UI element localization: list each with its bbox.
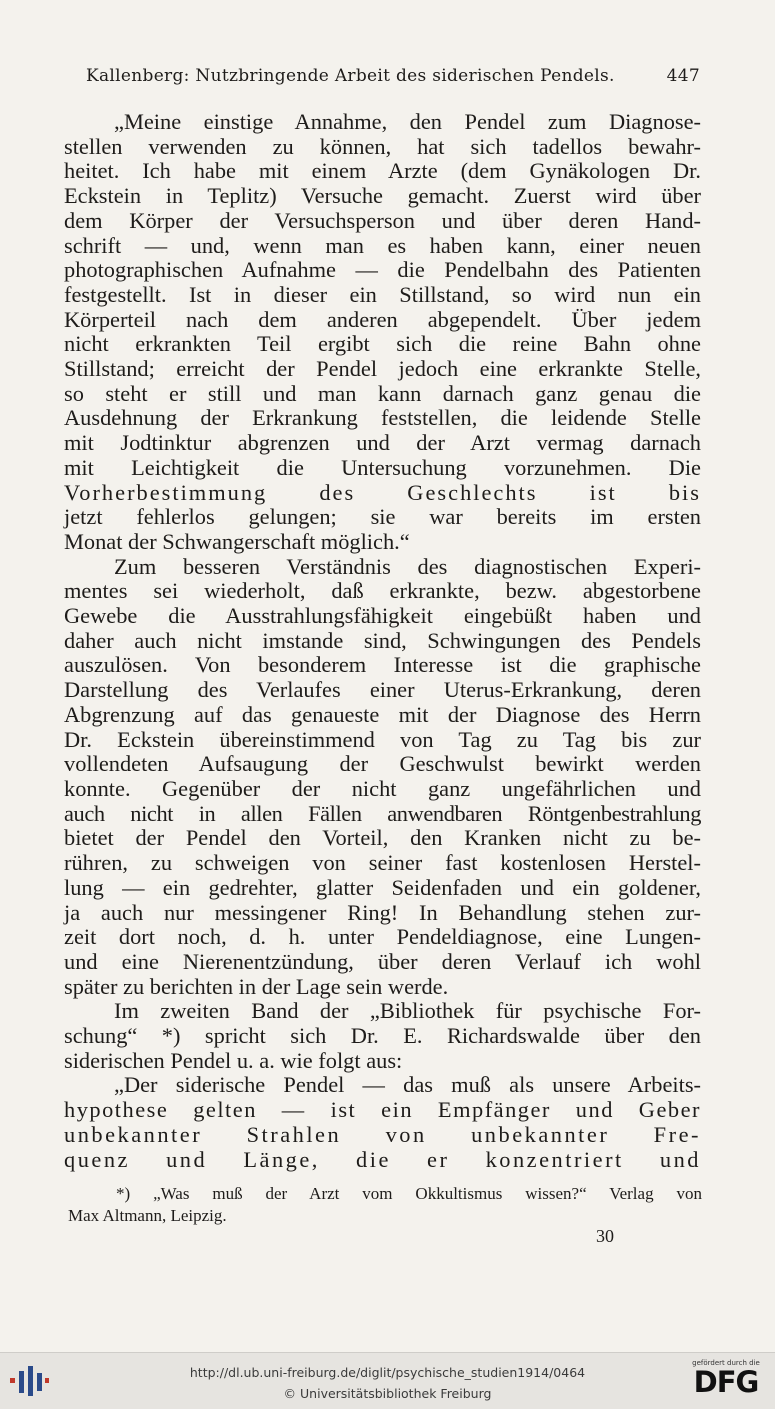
- text-line: auszulösen. Von besonderem Interesse ist die graphische: [64, 652, 701, 678]
- text-line: mit Jodtinktur abgrenzen und der Arzt vermag darnach: [64, 430, 701, 456]
- text-line: Abgrenzung auf das genaueste mit der Diagnose des Herrn: [64, 701, 701, 727]
- copyright-notice: © Universitätsbibliothek Freiburg: [283, 1386, 492, 1401]
- text-line: bietet der Pendel den Vorteil, den Kranken nicht zu be-: [64, 825, 701, 851]
- text-line: und eine Nierenentzündung, über deren Verlauf ich wohl: [64, 948, 701, 974]
- text-line: hypothese gelten — ist ein Empfänger und Geber: [64, 1097, 701, 1123]
- body-text: [64, 110, 701, 1172]
- text-line: „Meine einstige Annahme, den Pendel zum Diagnose-: [114, 109, 701, 134]
- text-line: ja auch nur messingener Ring! In Behandlung stehen zur-: [64, 899, 701, 925]
- text-line: stellen verwenden zu können, hat sich tadellos bewahr-: [64, 133, 701, 159]
- text-line: zeit dort noch, d. h. unter Pendeldiagnose, eine Lungen-: [64, 924, 701, 950]
- text-line: mentes sei wiederholt, daß erkrankte, bezw. abgestorbene: [64, 578, 701, 604]
- text-line: „Der siderische Pendel — das muß als unsere Arbeits-: [114, 1072, 701, 1098]
- running-head: [86, 66, 700, 86]
- text-line: später zu berichten in der Lage sein werde.: [64, 973, 449, 999]
- text-line: photographischen Aufnahme — die Pendelbahn des Patienten: [64, 257, 701, 283]
- text-line: festgestellt. Ist in dieser ein Stillstand, so wird nun ein: [64, 281, 701, 307]
- text-line: Im zweiten Band der „Bibliothek für psychische For-: [114, 998, 701, 1024]
- viewer-footer: [0, 1352, 775, 1409]
- text-line: Gewebe die Ausstrahlungsfähigkeit eingebüßt haben und: [64, 603, 701, 629]
- text-line: Dr. Eckstein übereinstimmend von Tag zu Tag bis zur: [64, 726, 701, 752]
- text-line: unbekannter Strahlen von unbekannter Fre-: [64, 1121, 701, 1147]
- signature-mark: 30: [596, 1226, 614, 1246]
- text-line: schrift — und, wenn man es haben kann, einer neuen: [64, 232, 701, 258]
- text-line: lung — ein gedrehter, glatter Seidenfaden und ein goldener,: [64, 874, 701, 900]
- text-line: heitet. Ich habe mit einem Arzte (dem Gynäkologen Dr.: [64, 158, 701, 184]
- text-line: Eckstein in Teplitz) Versuche gemacht. Zuerst wird über: [64, 183, 701, 209]
- footnote-line: *) „Was muß der Arzt vom Okkultismus wissen?“ Verlag von: [116, 1184, 702, 1203]
- text-line: Darstellung des Verlaufes einer Uterus-Erkrankung, deren: [64, 677, 701, 703]
- text-line: auch nicht in allen Fällen anwendbaren Röntgenbestrahlung: [64, 800, 701, 826]
- text-line: mit Leichtigkeit die Untersuchung vorzunehmen. Die: [64, 454, 701, 480]
- paragraph-4: [64, 1073, 701, 1172]
- text-line: rühren, zu schweigen von seiner fast kostenlosen Herstel-: [64, 850, 701, 876]
- page-number: 447: [666, 66, 700, 86]
- text-line: konnte. Gegenüber der nicht ganz ungefährlichen und: [64, 775, 701, 801]
- text-line: siderischen Pendel u. a. wie folgt aus:: [64, 1047, 403, 1073]
- document-url-link[interactable]: http://dl.ub.uni-freiburg.de/diglit/psychische_studien1914/0464: [189, 1365, 586, 1380]
- text-line: daher auch nicht imstande sind, Schwingungen des Pendels: [64, 627, 701, 653]
- paragraph-2: [64, 555, 701, 1000]
- text-line: jetzt fehlerlos gelungen; sie war bereits im ersten: [64, 504, 701, 530]
- text-line: Ausdehnung der Erkrankung feststellen, die leidende Stelle: [64, 405, 701, 431]
- sponsor-label: gefördert durch die: [692, 1359, 760, 1367]
- paragraph-1: [64, 110, 701, 555]
- dfg-logo[interactable]: [685, 1359, 767, 1397]
- footnote: [68, 1183, 702, 1227]
- text-line: dem Körper der Versuchsperson und über deren Hand-: [64, 207, 701, 233]
- paragraph-3: [64, 999, 701, 1073]
- text-line: so steht er still und man kann darnach ganz genau die: [64, 380, 701, 406]
- text-line: Zum besseren Verständnis des diagnostischen Experi-: [114, 553, 701, 579]
- running-head-title: Kallenberg: Nutzbringende Arbeit des siderischen Pendels.: [86, 66, 615, 86]
- footnote-line: Max Altmann, Leipzig.: [68, 1206, 227, 1225]
- text-line: Stillstand; erreicht der Pendel jedoch eine erkrankte Stelle,: [64, 356, 701, 382]
- dfg-wordmark: DFG: [693, 1365, 759, 1399]
- text-line: Körperteil nach dem anderen abgependelt. Über jedem: [64, 306, 701, 332]
- text-line: quenz und Länge, die er konzentriert und: [64, 1146, 701, 1172]
- text-line: Vorherbestimmung des Geschlechts ist bis: [64, 479, 701, 505]
- text-line: schung“ *) spricht sich Dr. E. Richardswalde über den: [64, 1023, 701, 1049]
- text-line: vollendeten Aufsaugung der Geschwulst bewirkt werden: [64, 751, 701, 777]
- text-line: nicht erkrankten Teil ergibt sich die reine Bahn ohne: [64, 331, 701, 357]
- text-line: Monat der Schwangerschaft möglich.“: [64, 528, 410, 554]
